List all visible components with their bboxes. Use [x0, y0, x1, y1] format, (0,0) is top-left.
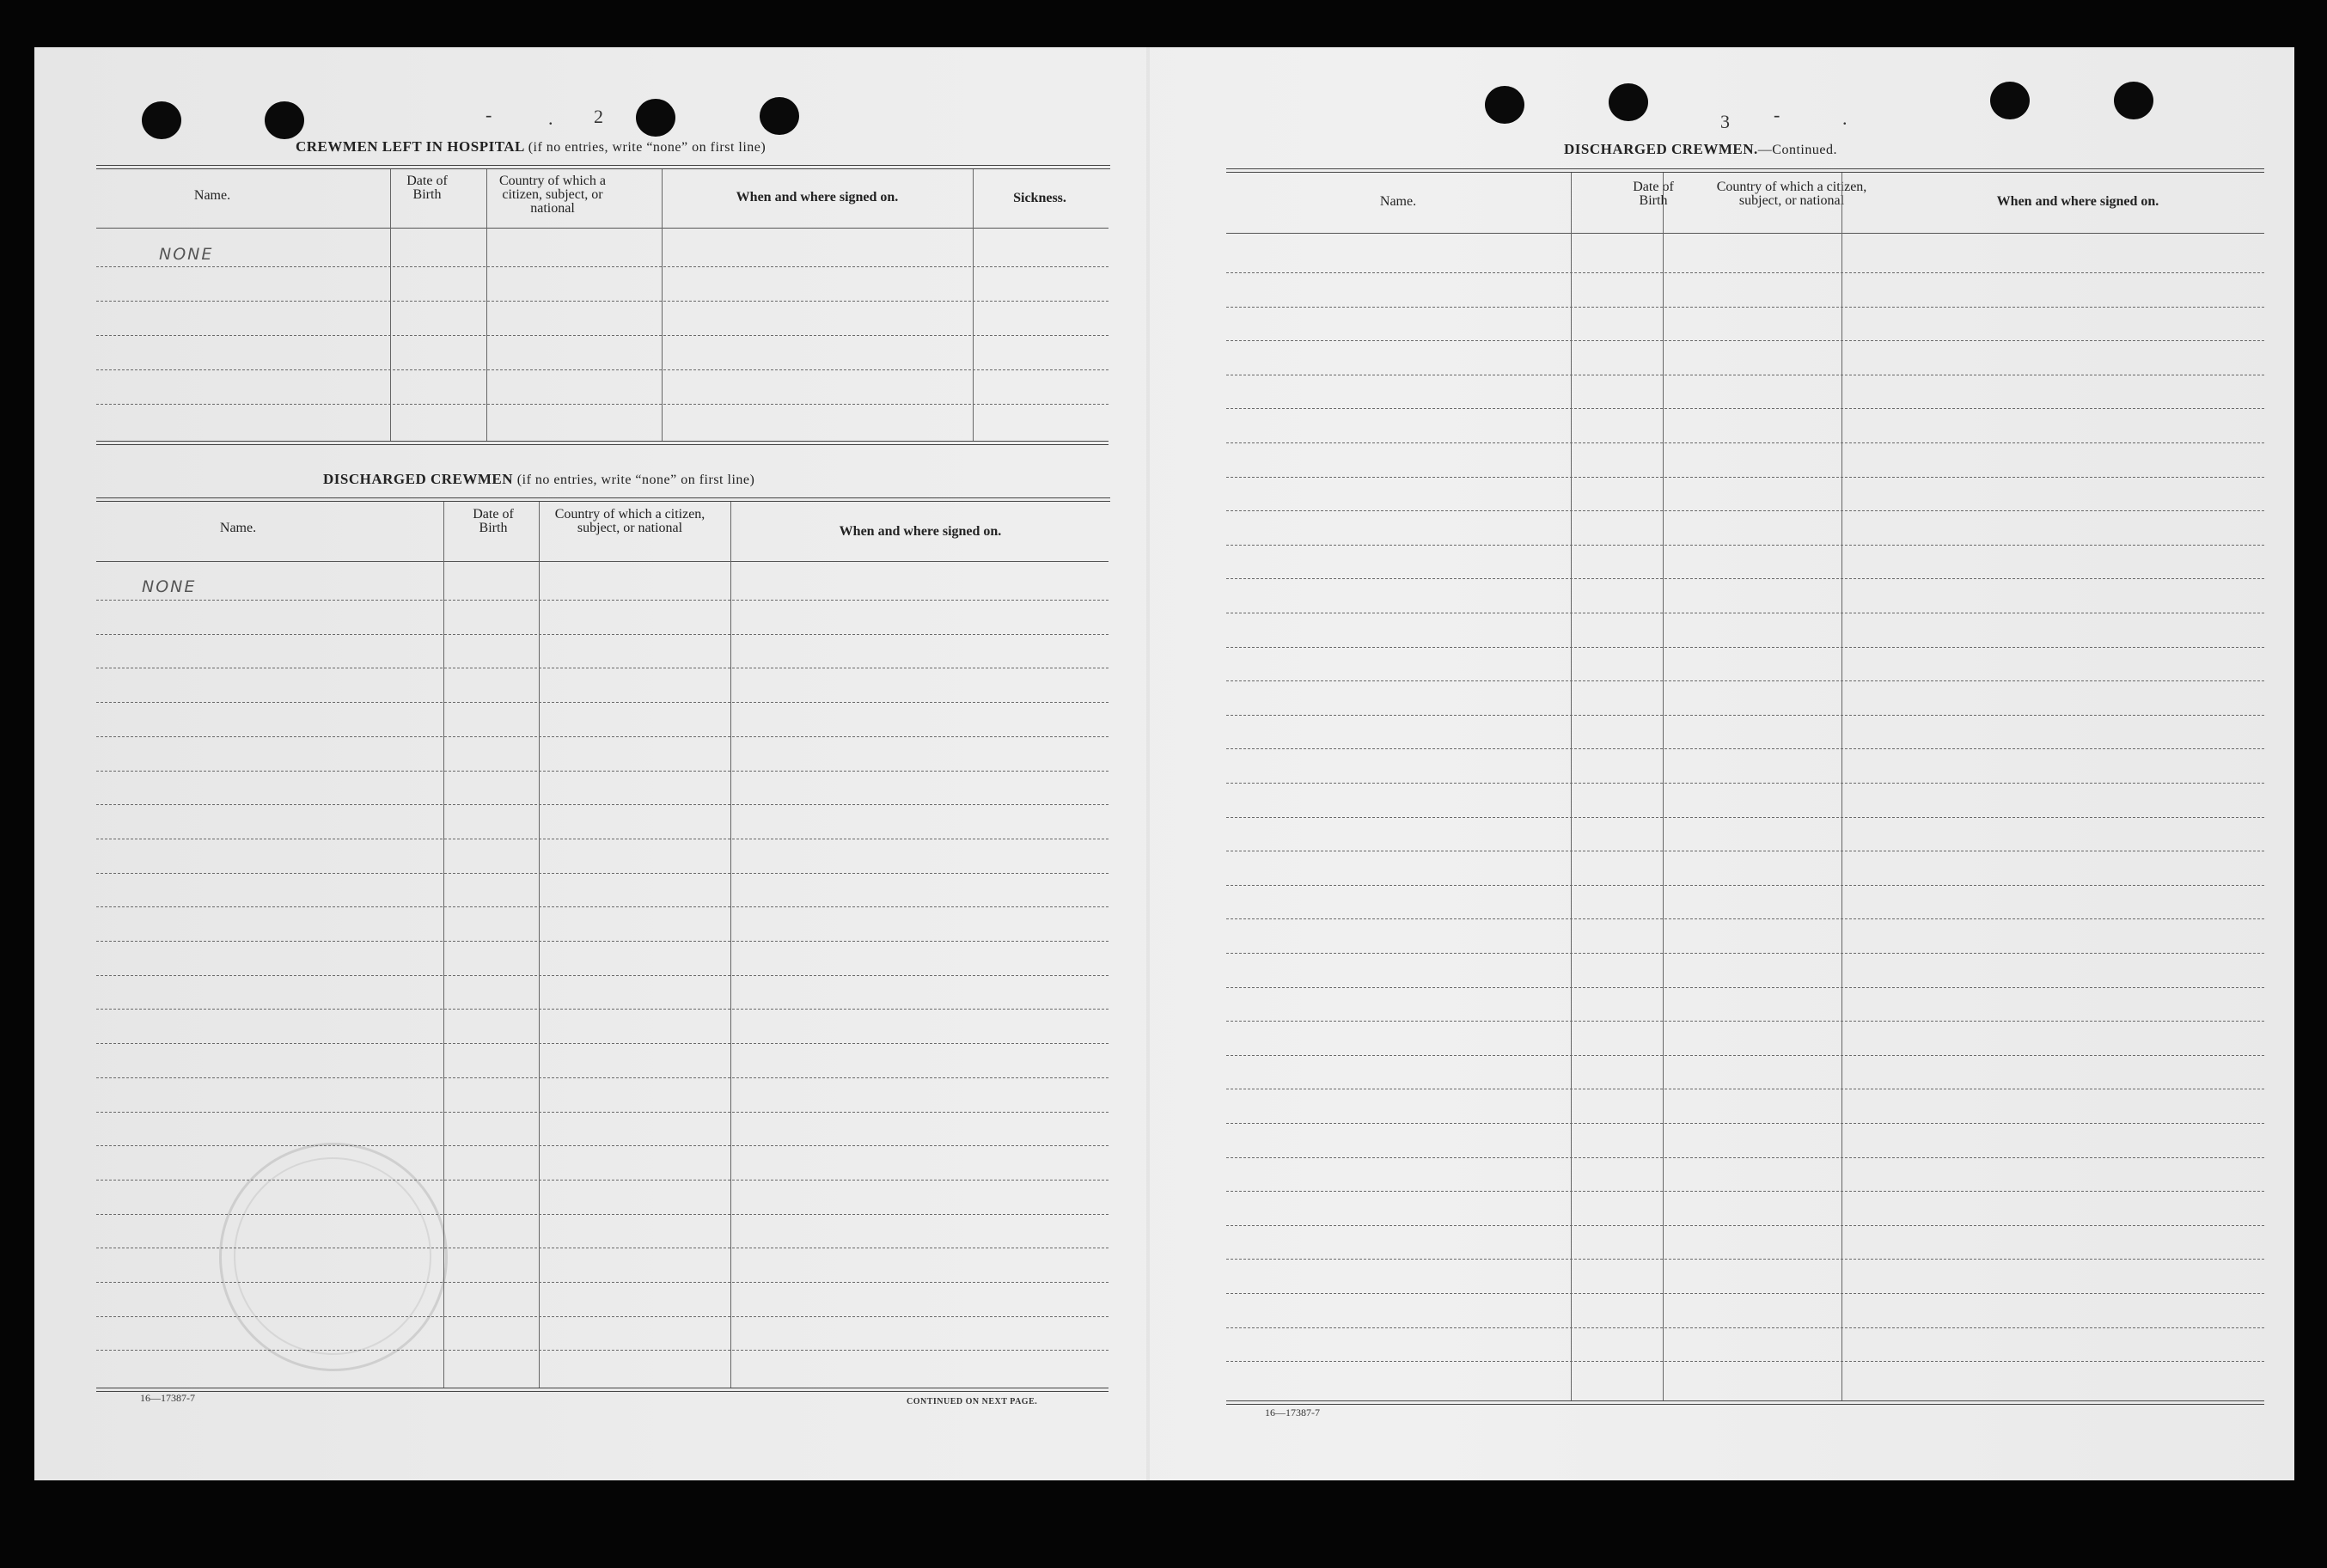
- entry-line: [1226, 1293, 2264, 1294]
- column-rule: [1571, 173, 1572, 1400]
- entry-line: [1226, 1157, 2264, 1158]
- entry-line: [1226, 1191, 2264, 1192]
- table-top-rule: [1226, 168, 2264, 173]
- entry-line: [1226, 748, 2264, 749]
- hospital-entry-none: NONE: [159, 245, 214, 264]
- discharged-title: DISCHARGED CREWMEN: [323, 471, 514, 487]
- entry-line: [1226, 545, 2264, 546]
- table-bottom-rule: [96, 441, 1109, 445]
- entry-line: [96, 634, 1109, 635]
- entry-line: [1226, 477, 2264, 478]
- entry-line: [1226, 885, 2264, 886]
- discharged-entry-none: NONE: [142, 577, 197, 596]
- entry-line: [1226, 442, 2264, 443]
- entry-line: [96, 804, 1109, 805]
- entry-line: [96, 1145, 1109, 1146]
- page-number: 3: [1720, 111, 1730, 132]
- entry-line: [1226, 1327, 2264, 1328]
- printers-mark: -: [486, 104, 492, 125]
- entry-line: [1226, 1225, 2264, 1226]
- entry-line: [1226, 272, 2264, 273]
- punch-hole: [142, 101, 181, 139]
- entry-line: [96, 404, 1109, 405]
- entry-line: [96, 975, 1109, 976]
- document-sheet: [34, 47, 2294, 1480]
- printers-mark: -: [1774, 104, 1780, 125]
- punch-hole: [1990, 82, 2030, 119]
- right-title-suffix: —Continued.: [1757, 143, 1837, 157]
- entry-line: [96, 369, 1109, 370]
- entry-line: [1226, 307, 2264, 308]
- entry-line: [96, 1009, 1109, 1010]
- entry-line: [1226, 408, 2264, 409]
- punch-hole: [760, 97, 799, 135]
- col-header-name: Name.: [219, 521, 257, 535]
- header-rule: [96, 561, 1109, 562]
- entry-line: [1226, 1361, 2264, 1362]
- punch-hole: [636, 99, 675, 137]
- entry-line: [96, 941, 1109, 942]
- entry-line: [96, 873, 1109, 874]
- entry-line: [96, 702, 1109, 703]
- page-fold: [1146, 47, 1150, 1480]
- entry-line: [96, 301, 1109, 302]
- entry-line: [96, 335, 1109, 336]
- form-number: 16—17387-7: [1265, 1406, 1320, 1419]
- entry-line: [1226, 578, 2264, 579]
- col-header-date-of-birth: Date of Birth: [406, 174, 448, 202]
- page-number: 2: [594, 106, 603, 127]
- punch-hole: [1485, 86, 1524, 124]
- entry-line: [1226, 1123, 2264, 1124]
- table-bottom-rule: [1226, 1400, 2264, 1405]
- entry-line: [1226, 647, 2264, 648]
- column-rule: [1841, 173, 1842, 1400]
- table-top-rule: [96, 497, 1110, 502]
- entry-line: [1226, 953, 2264, 954]
- faded-stamp-inner: [234, 1157, 431, 1355]
- entry-line: [1226, 340, 2264, 341]
- printers-mark: .: [548, 107, 553, 129]
- entry-line: [96, 1350, 1109, 1351]
- entry-line: [96, 600, 1109, 601]
- hospital-section-title: [296, 138, 766, 156]
- discharged-title-note: (if no entries, write “none” on first line): [516, 473, 755, 487]
- column-rule: [1663, 173, 1664, 1400]
- entry-line: [1226, 783, 2264, 784]
- column-rule: [486, 169, 487, 441]
- header-rule: [1226, 233, 2264, 234]
- right-title: DISCHARGED CREWMEN.: [1564, 141, 1758, 157]
- col-header-signed-on: When and where signed on.: [736, 190, 899, 204]
- table-bottom-rule: [96, 1388, 1109, 1392]
- hospital-title: CREWMEN LEFT IN HOSPITAL: [296, 138, 524, 155]
- entry-line: [1226, 715, 2264, 716]
- col-header-name: Name.: [193, 188, 231, 203]
- table-top-rule: [96, 165, 1110, 169]
- entry-line: [1226, 1021, 2264, 1022]
- col-header-date-of-birth: Date of Birth: [1633, 180, 1674, 208]
- col-header-country: Country of which a citizen, subject, or national: [554, 507, 705, 535]
- col-header-signed-on: When and where signed on.: [1996, 194, 2159, 209]
- entry-line: [96, 736, 1109, 737]
- punch-hole: [1609, 83, 1648, 121]
- right-section-title: [1564, 141, 1837, 158]
- form-number: 16—17387-7: [140, 1392, 195, 1404]
- continued-note: CONTINUED ON NEXT PAGE.: [907, 1397, 1038, 1406]
- entry-line: [96, 1077, 1109, 1078]
- col-header-name: Name.: [1379, 194, 1417, 209]
- column-rule: [662, 169, 663, 441]
- entry-line: [1226, 1055, 2264, 1056]
- header-rule: [96, 228, 1109, 229]
- entry-line: [96, 771, 1109, 772]
- column-rule: [390, 169, 391, 441]
- punch-hole: [2114, 82, 2153, 119]
- hospital-title-note: (if no entries, write “none” on first line): [528, 140, 767, 155]
- printers-mark: .: [1842, 107, 1848, 129]
- column-rule: [973, 169, 974, 441]
- entry-line: [96, 266, 1109, 267]
- entry-line: [1226, 680, 2264, 681]
- col-header-country: Country of which a citizen, subject, or national: [1716, 180, 1867, 208]
- entry-line: [1226, 510, 2264, 511]
- entry-line: [96, 1043, 1109, 1044]
- col-header-country: Country of which a citizen, subject, or national: [499, 174, 606, 216]
- col-header-signed-on: When and where signed on.: [839, 524, 1002, 539]
- entry-line: [96, 1112, 1109, 1113]
- punch-hole: [265, 101, 304, 139]
- col-header-sickness: Sickness.: [1013, 191, 1066, 205]
- entry-line: [1226, 987, 2264, 988]
- entry-line: [1226, 1259, 2264, 1260]
- entry-line: [1226, 817, 2264, 818]
- discharged-section-title: [323, 471, 754, 488]
- col-header-date-of-birth: Date of Birth: [473, 507, 514, 535]
- entry-line: [1226, 918, 2264, 919]
- entry-line: [96, 906, 1109, 907]
